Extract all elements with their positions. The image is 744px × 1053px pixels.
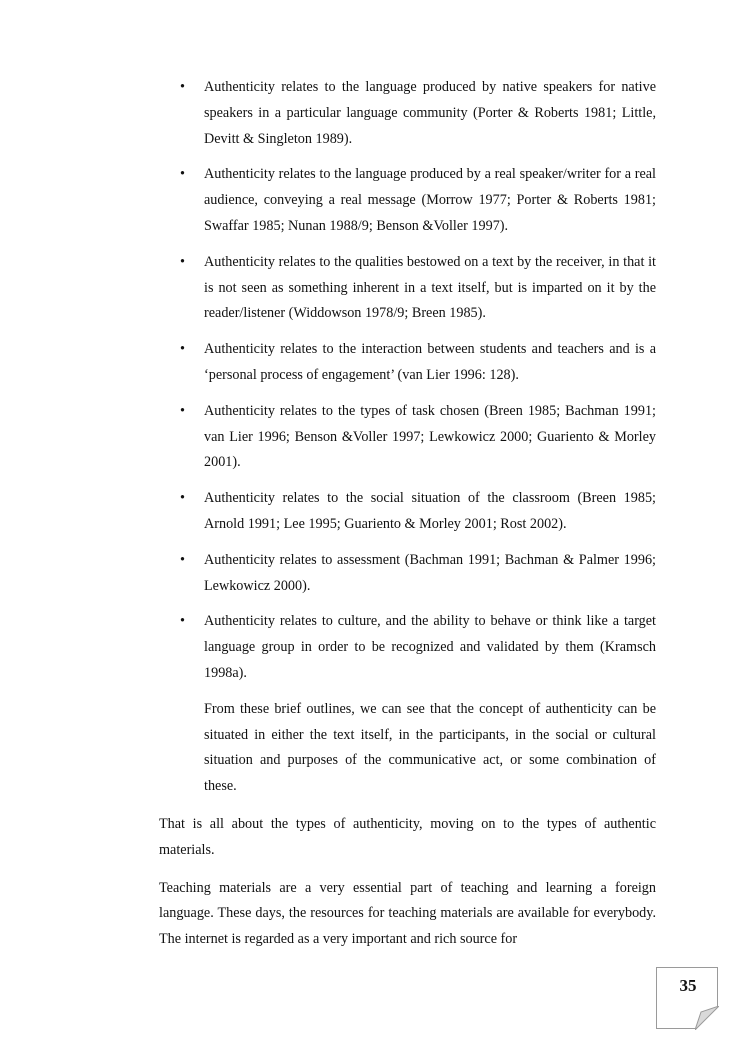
list-item-text: Authenticity relates to the qualities bestowed on a text by the receiver, in that it is not seen as something inherent in a text itself, but is imparted on it by the reader/listener (Widdowson 1978/9; Breen 1985). bbox=[204, 253, 656, 322]
bullet-icon: • bbox=[180, 402, 185, 419]
page-number: 35 bbox=[679, 976, 697, 995]
list-item bbox=[159, 162, 656, 239]
document-body bbox=[159, 75, 656, 965]
list-item-text: Authenticity relates to the language produced by a real speaker/writer for a real audience, conveying a real message (Morrow 1977; Porter & Roberts 1981; Swaffar 1985; Nunan 1988/9; Benson &Voller 1997). bbox=[204, 166, 656, 234]
list-item bbox=[159, 399, 656, 476]
summary-paragraph: From these brief outlines, we can see that the concept of authenticity can be situated in either the text itself, in the participants, in the social or cultural situation and purposes of the communicative act, or some combination of these. bbox=[204, 700, 656, 795]
list-item-text: Authenticity relates to culture, and the ability to behave or think like a target language group in order to be recognized and validated by them (Kramsch 1998a). bbox=[204, 613, 656, 681]
authenticity-bullet-list bbox=[159, 75, 656, 687]
list-item bbox=[159, 548, 656, 600]
list-item-text: Authenticity relates to the types of task chosen (Breen 1985; Bachman 1991; van Lier 1996; Benson &Voller 1997; Lewkowicz 2000; Guariento & Morley 2001). bbox=[204, 402, 656, 471]
list-item-text: Authenticity relates to the interaction between students and teachers and is a ‘personal process of engagement’ (van Lier 1996: 128). bbox=[204, 341, 656, 383]
body-paragraph: Teaching materials are a very essential part of teaching and learning a foreign language. These days, the resources for teaching materials are available for everybody. The internet is regarded as a very important and rich source for bbox=[159, 879, 656, 948]
list-item-text: Authenticity relates to the social situation of the classroom (Breen 1985; Arnold 1991; Lee 1995; Guariento & Morley 2001; Rost 2002). bbox=[204, 490, 656, 532]
bullet-icon: • bbox=[180, 166, 185, 183]
bullet-icon: • bbox=[180, 341, 185, 358]
bullet-icon: • bbox=[180, 490, 185, 507]
list-item bbox=[159, 250, 656, 327]
list-item bbox=[159, 337, 656, 389]
body-paragraph: That is all about the types of authenticity, moving on to the types of authentic materials. bbox=[159, 815, 656, 858]
list-item bbox=[159, 75, 656, 152]
list-item-text: Authenticity relates to the language produced by native speakers for native speakers in a particular language community (Porter & Roberts 1981; Little, Devitt & Singleton 1989). bbox=[204, 79, 656, 147]
bullet-icon: • bbox=[180, 551, 185, 568]
page-curl-icon bbox=[695, 1006, 719, 1030]
list-item bbox=[159, 609, 656, 686]
list-item bbox=[159, 486, 656, 538]
list-item-text: Authenticity relates to assessment (Bachman 1991; Bachman & Palmer 1996; Lewkowicz 2000). bbox=[204, 551, 656, 594]
page-number-box bbox=[656, 967, 718, 1029]
bullet-icon: • bbox=[180, 79, 185, 95]
bullet-icon: • bbox=[180, 613, 185, 630]
bullet-icon: • bbox=[180, 253, 185, 270]
